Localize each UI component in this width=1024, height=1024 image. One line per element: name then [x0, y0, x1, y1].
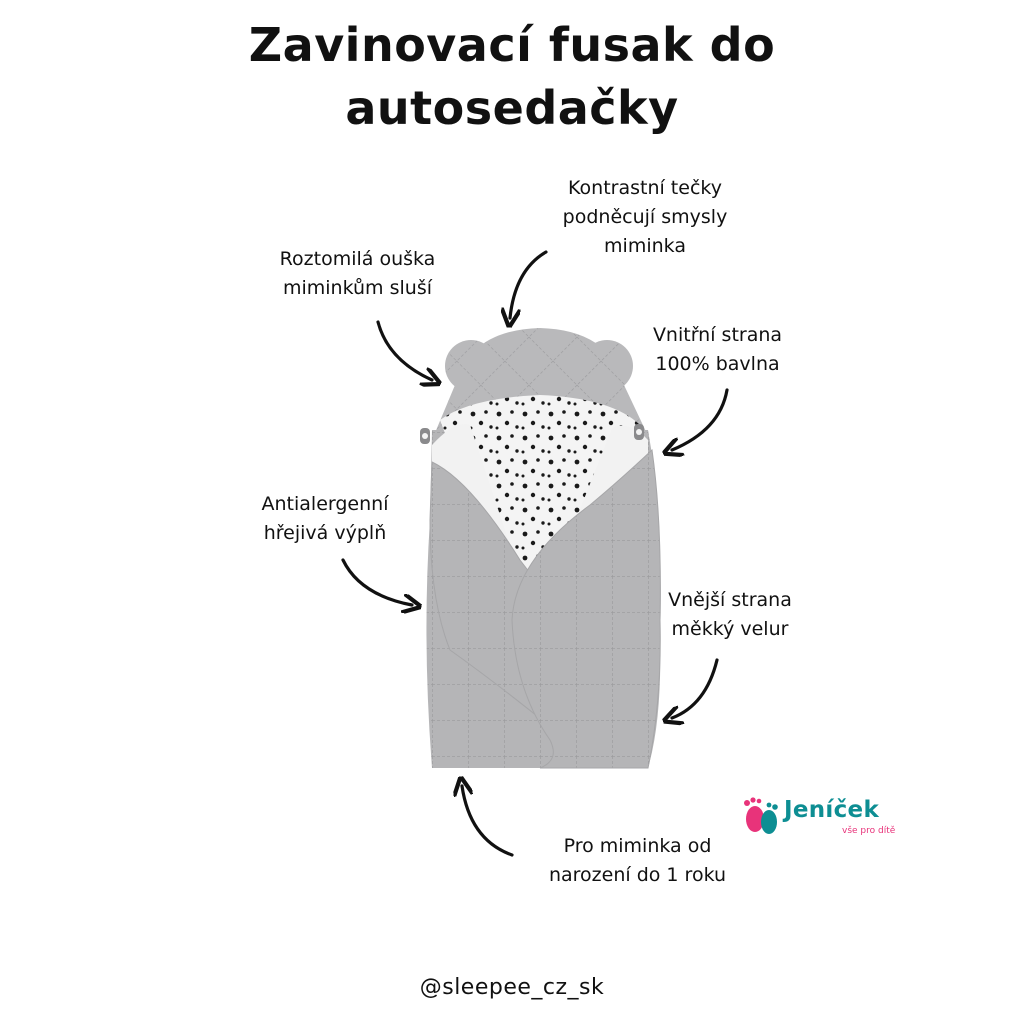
- footprints-icon: [742, 795, 782, 839]
- title-line-1: Zavinovací fusak do: [248, 18, 776, 72]
- callout-ears: [250, 245, 465, 303]
- callout-line: měkký velur: [671, 618, 789, 640]
- callout-line: Vnější strana: [668, 589, 792, 611]
- social-handle: @sleepee_cz_sk: [419, 975, 605, 1000]
- callout-line: podněcují smysly: [562, 206, 728, 228]
- callout-line: Antialergenní: [261, 493, 389, 515]
- callout-contrast-dots: [530, 174, 760, 261]
- callout-line: hřejivá výplň: [263, 522, 387, 544]
- zipper-right: [634, 424, 644, 440]
- brand-logo: [742, 795, 902, 845]
- arrow-dots: [510, 252, 546, 318]
- callout-line: narození do 1 roku: [548, 864, 727, 886]
- callout-line: Roztomilá ouška: [279, 248, 436, 270]
- callout-line: Pro miminka od: [563, 835, 712, 857]
- callout-outer-velour: [640, 586, 820, 644]
- callout-line: Kontrastní tečky: [568, 177, 722, 199]
- arrow-ears: [378, 322, 432, 380]
- callout-line: 100% bavlna: [655, 353, 780, 375]
- arrow-velour: [672, 660, 717, 718]
- arrow-filling: [343, 560, 412, 605]
- title-line-2: autosedačky: [345, 81, 679, 135]
- callout-inner-cotton: [615, 321, 820, 379]
- arrow-age: [462, 786, 512, 855]
- callout-line: Vnitřní strana: [652, 324, 783, 346]
- arrow-cotton: [672, 390, 727, 450]
- callout-age: [515, 832, 760, 890]
- callout-line: miminkům sluší: [282, 277, 433, 299]
- callout-filling: [235, 490, 415, 548]
- callout-line: miminka: [604, 235, 686, 257]
- zipper-left: [420, 428, 430, 444]
- logo-name: Jeníček: [784, 797, 880, 823]
- logo-tagline: vše pro dítě: [842, 826, 896, 836]
